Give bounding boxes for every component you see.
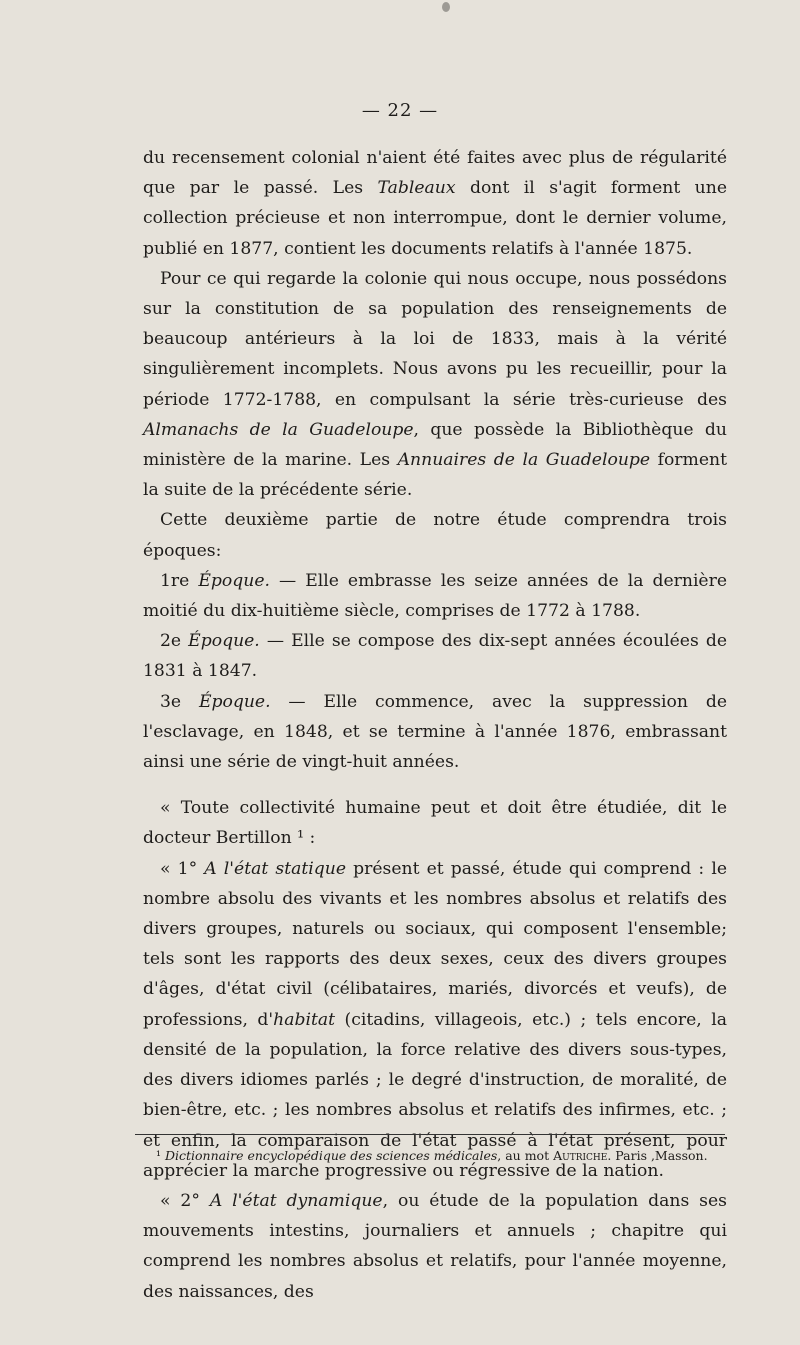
text-run: (citadins, villageois, etc.) ; tels encore, la densité de la population, la force relative des divers sous-types, des divers idiomes parlés ; le degré d'instruction, de moralité, de bien-être, etc. ; les nombres absolus et relatifs des infirmes, etc. ; et enfin, la comparaison de l'état passé à l'état présent, pour apprécier la marche progressive ou régressive de la nation. [143,1009,727,1181]
italic-text: Annuaires de la Guadeloupe [397,450,651,471]
text-run: « Toute collectivité humaine peut et doit être étudiée, dit le docteur Bertillon ¹ : [143,798,727,849]
paragraph [143,1186,727,1307]
footnote-rule [135,1134,725,1135]
text-run: du recensement colonial n'aient été faites avec plus de régularité que par le passé. Les [143,148,727,199]
paragraph [143,566,727,626]
footnote-mid: , au mot [497,1148,554,1163]
text-run: dont il s'agit forment une collection précieuse et non interrompue, dont le dernier volume, publié en 1877, contient les documents relatifs à l'année 1875. [143,178,727,259]
text-run: « 2° [160,1190,210,1211]
text-run: « 1° [160,858,205,879]
paragraph [143,264,727,506]
paragraph [143,143,727,264]
italic-text: Époque. [198,570,270,591]
italic-text: Almanachs de la Guadeloupe [143,419,414,440]
italic-text: Tableaux [377,178,456,199]
footnote-word: Autriche [553,1148,608,1163]
footnote-title: Dictionnaire encyclopédique des sciences médicales [164,1148,498,1163]
text-run: 2e [160,631,189,652]
footnote-marker: ¹ [156,1148,165,1163]
ink-spot [442,2,450,12]
text-run: — Elle embrasse les seize années de la dernière moitié du dix-huitième siècle, comprises de 1772 à 1788. [143,570,727,622]
text-run: 3e [160,691,199,712]
text-run: Cette deuxième partie de notre étude comprendra trois époques: [143,510,727,561]
paragraph [143,687,727,778]
text-run: Pour ce qui regarde la colonie qui nous occupe, nous possédons sur la constitution de sa population des renseignements de beaucoup antérieurs à la loi de 1833, mais à la vérité singulièrement incomplets. Nous avons pu les recueillir, pour la période 1772-1788, en compulsant la série très-curieuse des [143,268,727,410]
body-text [143,143,727,1307]
paragraph [143,854,727,1186]
italic-text: Époque. [198,691,271,712]
paragraph [143,505,727,565]
text-run: présent et passé, étude qui comprend : le nombre absolu des vivants et les nombres absolus et relatifs des divers groupes, naturels ou sociaux, qui composent l'ensemble; tels sont les rapports des deux sexes, ceux des divers groupes d'âges, d'état civil (célibataires, mariés, divorcés et veufs), de professions, d' [143,858,727,1030]
text-run: — Elle se compose des dix-sept années écoulées de 1831 à 1847. [143,631,727,682]
page-number: — 22 — [361,100,439,121]
text-run: , que possède la Bibliothèque du ministère de la marine. Les [143,419,727,471]
paragraph [143,626,727,686]
paragraph [143,793,727,853]
text-run: — Elle commence, avec la suppression de l'esclavage, en 1848, et se termine à l'année 1876, embrassant ainsi une série de vingt-huit années. [143,691,727,773]
text-run: , ou étude de la population dans ses mouvements intestins, journaliers et annuels ; chapitre qui comprend les nombres absolus et relatifs, pour l'année moyenne, des naissances, des [143,1190,727,1302]
italic-text: habitat [273,1009,336,1030]
text-run: 1re [160,570,199,591]
italic-text: A l'état statique [204,858,347,879]
text-run: forment la suite de la précédente série. [143,450,727,501]
footnote [156,1148,726,1164]
italic-text: Époque. [188,631,260,652]
footnote-end: . Paris ,Masson. [607,1148,708,1163]
italic-text: A l'état dynamique [209,1190,383,1211]
